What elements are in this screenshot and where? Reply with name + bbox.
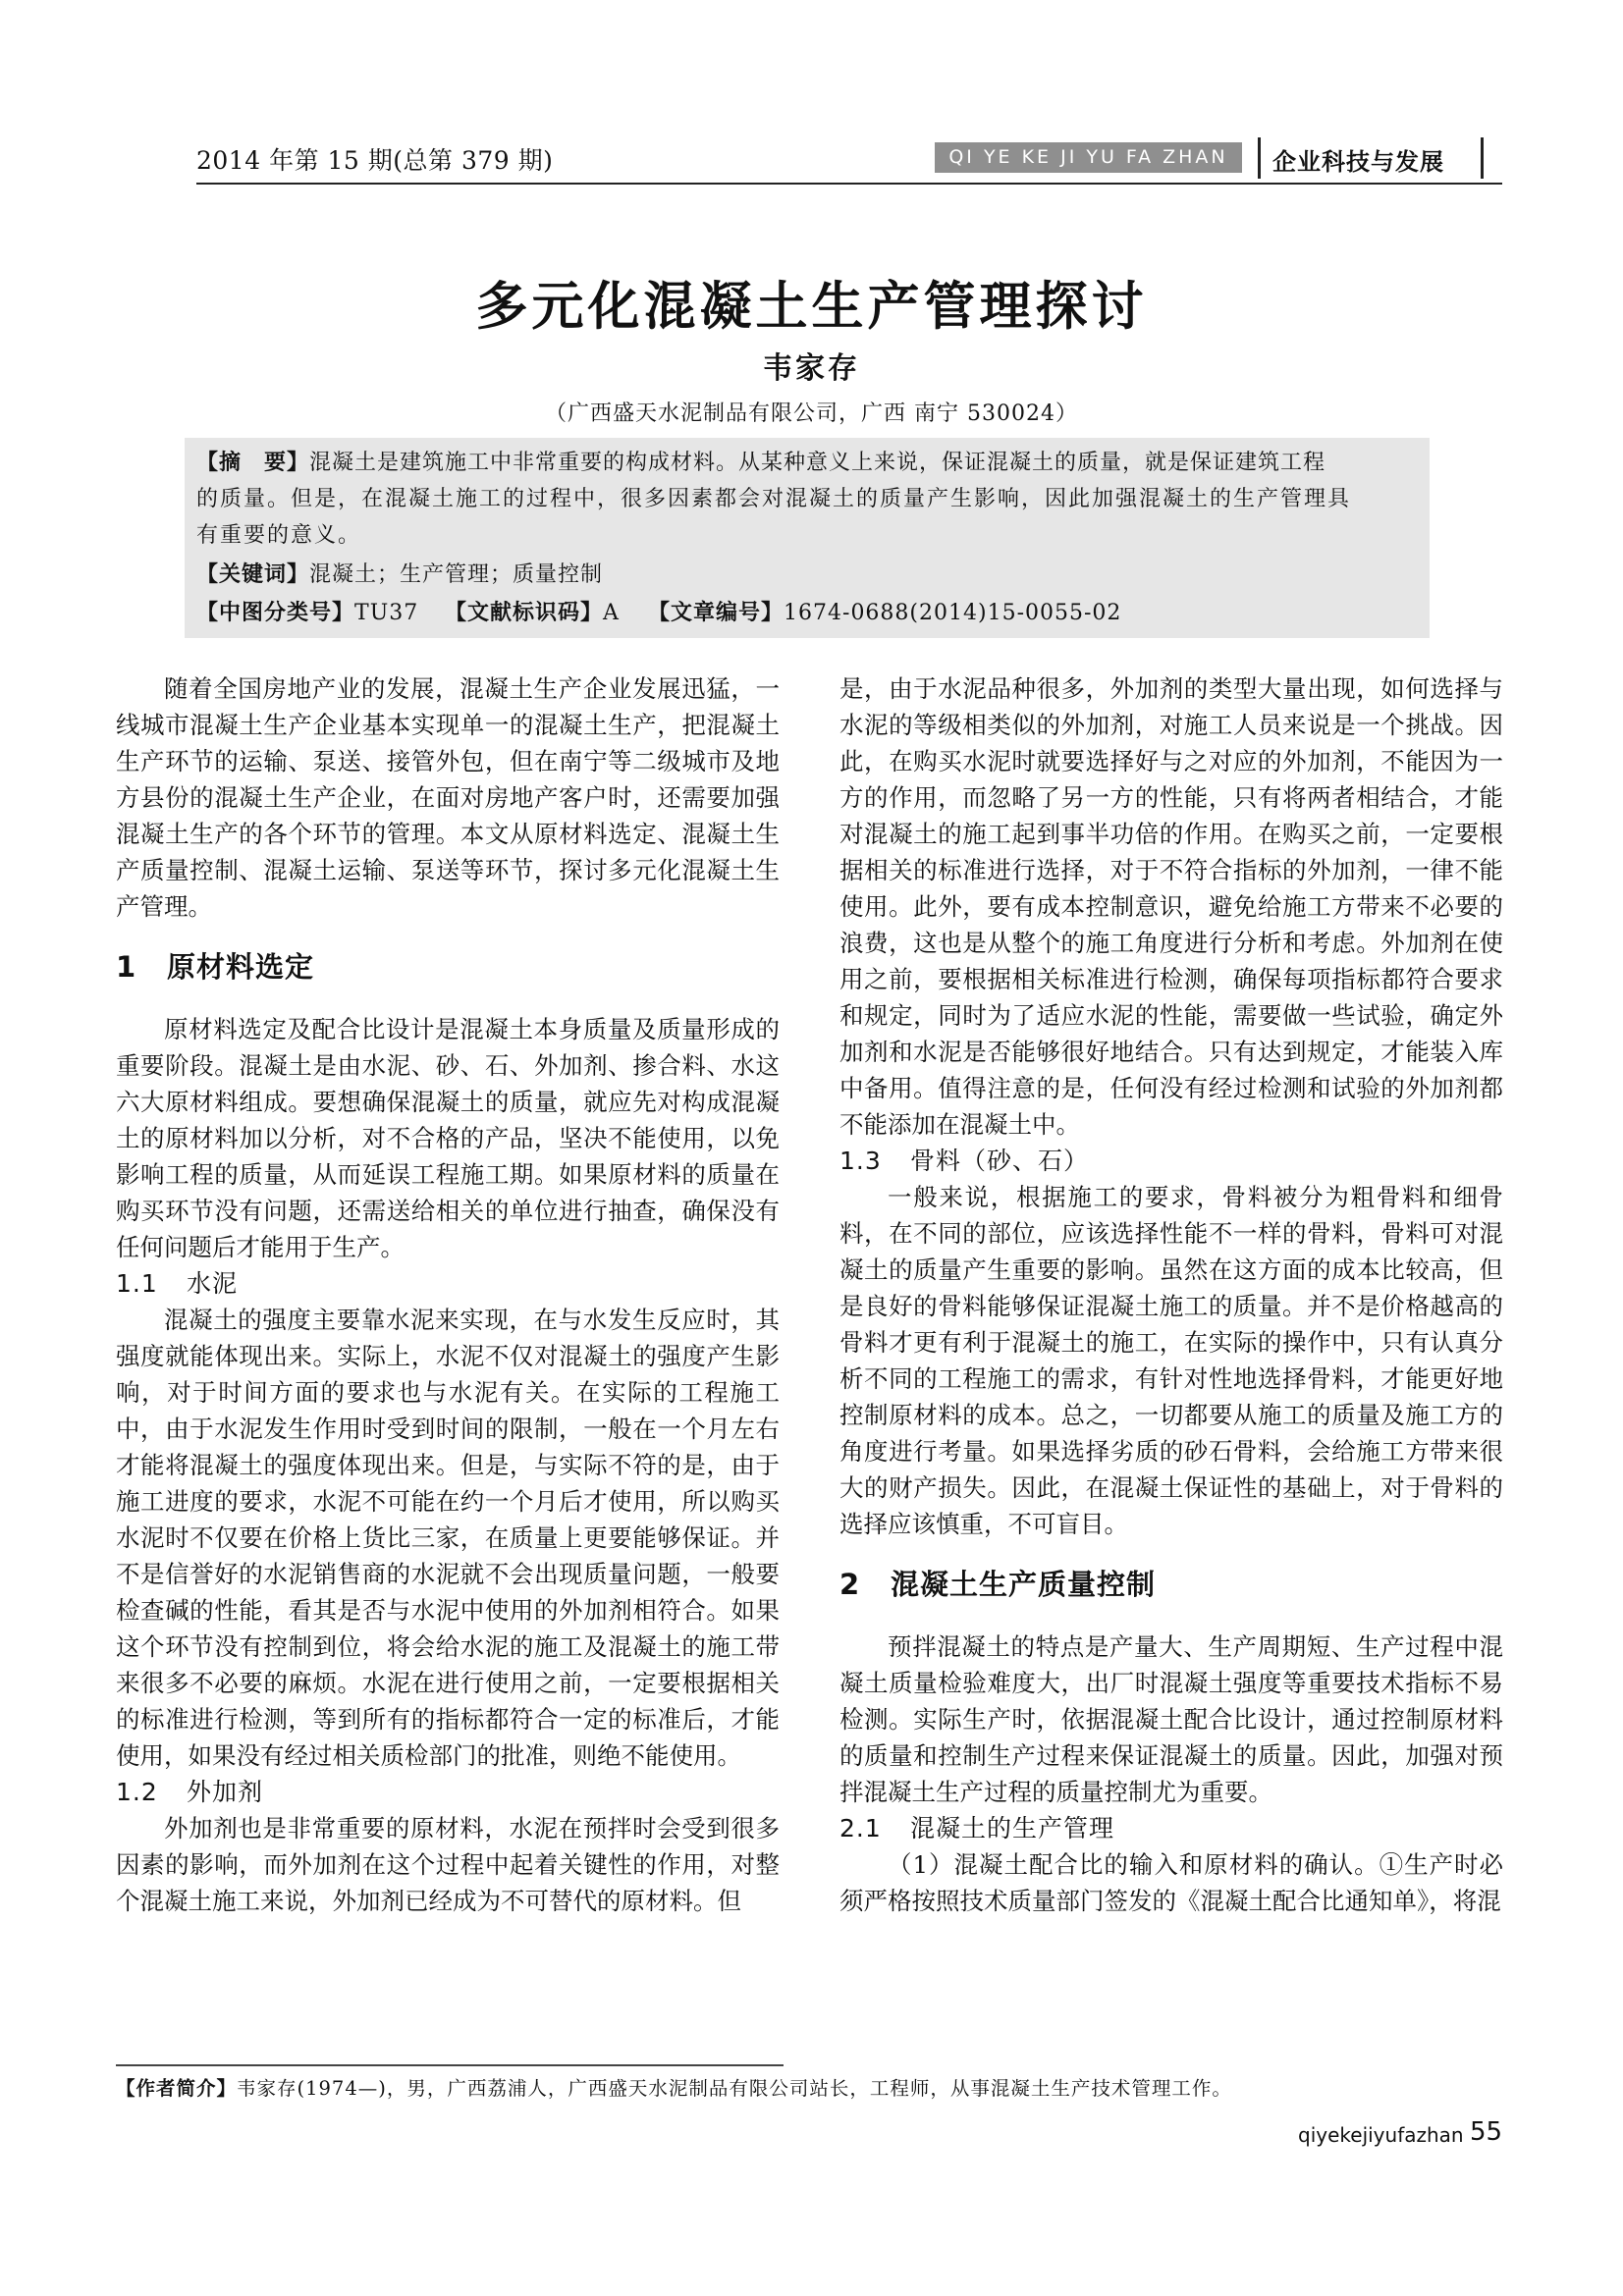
page-number: 55 (1470, 2117, 1503, 2147)
subsection-heading-1-3 (839, 1143, 1503, 1179)
subsection-title: 水泥 (187, 1269, 239, 1298)
subsection-heading-1-2 (116, 1774, 780, 1810)
header-divider (1258, 137, 1261, 179)
issue-info: 2014 年第 15 期(总第 379 期) (196, 146, 554, 175)
clc-code: TU37 (354, 601, 419, 625)
footer-site: qiyekejiyufazhan (1298, 2123, 1464, 2147)
subsection-title: 骨料（砂、石） (910, 1147, 1090, 1175)
abstract-label: 【摘 要】 (196, 451, 310, 475)
author-footnote (116, 2073, 1232, 2101)
footnote-label: 【作者简介】 (116, 2077, 238, 2100)
subsection-number: 2.1 (839, 1814, 882, 1842)
abstract-text: 有重要的意义。 (196, 523, 362, 548)
section-number: 1 (116, 950, 137, 984)
body-paragraph: 原材料选定及配合比设计是混凝土本身质量及质量形成的重要阶段。混凝土是由水泥、砂、石、外加剂、掺合料、水这六大原材料组成。要想确保混凝土的质量，就应先对构成混凝土的原材料加以分析，对不合格的产品，坚决不能使用，以免影响工程的质量，从而延误工程施工期。如果原材料的质量在购买环节没有问题，还需送给相关的单位进行抽查，确保没有任何问题后才能用于生产。 (116, 1015, 780, 1261)
keywords-label: 【关键词】 (196, 562, 310, 587)
abstract-text: 混凝土是建筑施工中非常重要的构成材料。从某种意义上来说，保证混凝土的质量，就是保证建筑工程 (309, 451, 1326, 475)
clc-label: 【中图分类号】 (196, 601, 355, 625)
doc-code-label: 【文献标识码】 (445, 601, 604, 625)
section-number: 2 (839, 1568, 861, 1601)
footnote-rule (116, 2064, 784, 2066)
body-paragraph: 混凝土的强度主要靠水泥来实现，在与水发生反应时，其强度就能体现出来。实际上，水泥不仅对混凝土的强度产生影响，对于时间方面的要求也与水泥有关。在实际的工程施工中，由于水泥发生作用时受到时间的限制，一般在一个月左右才能将混凝土的强度体现出来。但是，与实际不符的是，由于施工进度的要求，水泥不可能在约一个月后才使用，所以购买水泥时不仅要在价格上货比三家，在质量上更要能够保证。并不是信誉好的水泥销售商的水泥就不会出现质量问题，一般要检查碱的性能，看其是否与水泥中使用的外加剂相符合。如果这个环节没有控制到位，将会给水泥的施工及混凝土的施工带来很多不必要的麻烦。水泥在进行使用之前，一定要根据相关的标准进行检测，等到所有的指标都符合一定的标准后，才能使用，如果没有经过相关质检部门的批准，则绝不能使用。 (116, 1306, 780, 1770)
abstract-text: 的质量。但是，在混凝土施工的过程中，很多因素都会对混凝土的质量产生影响，因此加强混凝土的生产管理具 (196, 487, 1352, 511)
body-paragraph: 是，由于水泥品种很多，外加剂的类型大量出现，如何选择与水泥的等级相类似的外加剂，对施工人员来说是一个挑战。因此，在购买水泥时就要选择好与之对应的外加剂，不能因为一方的作用，而忽略了另一方的性能，只有将两者相结合，才能对混凝土的施工起到事半功倍的作用。在购买之前，一定要根据相关的标准进行选择，对于不符合指标的外加剂，一律不能使用。此外，要有成本控制意识，避免给施工方带来不必要的浪费，这也是从整个的施工角度进行分析和考虑。外加剂在使用之前，要根据相关标准进行检测，确保每项指标都符合要求和规定，同时为了适应水泥的性能，需要做一些试验，确定外加剂和水泥是否能够很好地结合。只有达到规定，才能装入库中备用。值得注意的是，任何没有经过检测和试验的外加剂都不能添加在混凝土中。 (839, 674, 1503, 1139)
intro-paragraph: 随着全国房地产业的发展，混凝土生产企业发展迅猛，一线城市混凝土生产企业基本实现单一的混凝土生产，把混凝土生产环节的运输、泵送、接管外包，但在南宁等二级城市及地方县份的混凝土生产企业，在面对房地产客户时，还需要加强混凝土生产的各个环节的管理。本文从原材料选定、混凝土生产质量控制、混凝土运输、泵送等环节，探讨多元化混凝土生产管理。 (116, 674, 780, 921)
right-column (839, 670, 1503, 1919)
body-paragraph: （1）混凝土配合比的输入和原材料的确认。①生产时必须严格按照技术质量部门签发的《混凝土配合比通知单》，将混 (839, 1850, 1503, 1915)
section-heading-1 (116, 944, 780, 989)
article-author: 韦家存 (763, 351, 860, 386)
keywords (196, 558, 603, 588)
section-title: 原材料选定 (167, 950, 315, 984)
body-paragraph: 预拌混凝土的特点是产量大、生产周期短、生产过程中混凝土质量检验难度大，出厂时混凝土强度等重要技术指标不易检测。实际生产时，依据混凝土配合比设计，通过控制原材料的质量和控制生产过程来保证混凝土的质量。因此，加强对预拌混凝土生产过程的质量控制尤为重要。 (839, 1632, 1503, 1806)
journal-pinyin-strip: QI YE KE JI YU FA ZHAN (935, 142, 1242, 173)
keywords-text: 混凝土；生产管理；质量控制 (309, 562, 604, 587)
article-no-label: 【文章编号】 (648, 601, 784, 625)
doc-code: A (603, 601, 620, 625)
subsection-number: 1.3 (839, 1147, 882, 1175)
footnote-text: 韦家存(1974—)，男，广西荔浦人，广西盛天水泥制品有限公司站长，工程师，从事混凝土生产技术管理工作。 (237, 2077, 1232, 2100)
article-no: 1674-0688(2014)15-0055-02 (784, 601, 1122, 625)
header-rule (196, 183, 1502, 185)
header-divider (1481, 137, 1484, 179)
subsection-heading-1-1 (116, 1265, 780, 1302)
subsection-title: 外加剂 (187, 1778, 264, 1806)
subsection-number: 1.1 (116, 1269, 158, 1298)
journal-name: 企业科技与发展 (1272, 148, 1444, 176)
section-title: 混凝土生产质量控制 (891, 1568, 1157, 1601)
subsection-heading-2-1 (839, 1810, 1503, 1846)
body-paragraph: 一般来说，根据施工的要求，骨料被分为粗骨料和细骨料，在不同的部位，应该选择性能不一样的骨料，骨料可对混凝土的质量产生重要的影响。虽然在这方面的成本比较高，但是良好的骨料能够保证混凝土施工的质量。并不是价格越高的骨料才更有利于混凝土的施工，在实际的操作中，只有认真分析不同的工程施工的需求，有针对性地选择骨料，才能更好地控制原材料的成本。总之，一切都要从施工的质量及施工方的角度进行考量。如果选择劣质的砂石骨料，会给施工方带来很大的财产损失。因此，在混凝土保证性的基础上，对于骨料的选择应该慎重，不可盲目。 (839, 1183, 1503, 1538)
classification-row (196, 596, 1414, 625)
author-affiliation: （广西盛天水泥制品有限公司，广西 南宁 530024） (545, 401, 1078, 426)
body-paragraph: 外加剂也是非常重要的原材料，水泥在预拌时会受到很多因素的影响，而外加剂在这个过程中起着关键性的作用，对整个混凝土施工来说，外加剂已经成为不可替代的原材料。但 (116, 1814, 780, 1915)
left-column (116, 670, 780, 1919)
article-title: 多元化混凝土生产管理探讨 (475, 277, 1148, 337)
abstract (196, 446, 1325, 476)
subsection-title: 混凝土的生产管理 (910, 1814, 1115, 1842)
section-heading-2 (839, 1562, 1503, 1607)
subsection-number: 1.2 (116, 1778, 158, 1806)
